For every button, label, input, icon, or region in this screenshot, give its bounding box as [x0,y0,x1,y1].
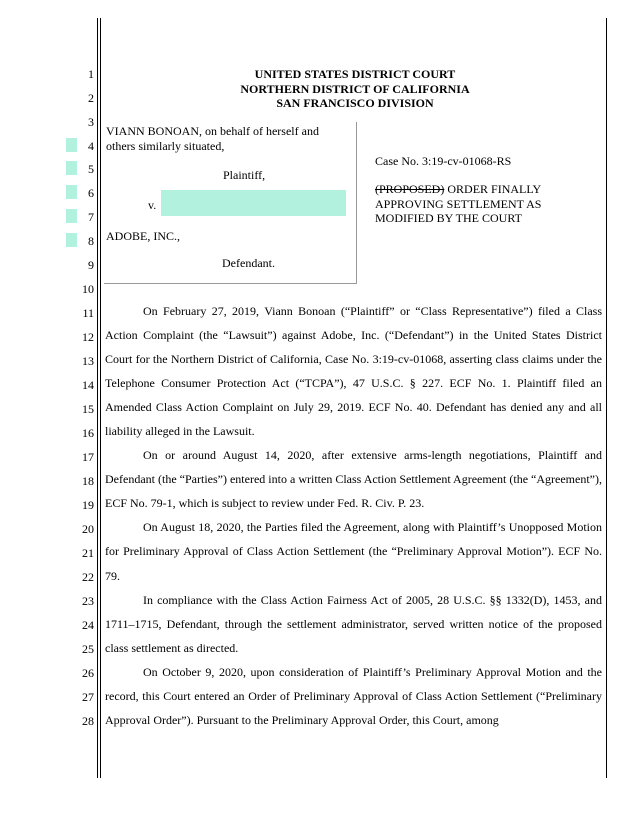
title-line1-rest: ORDER FINALLY [444,182,542,196]
document-title-line2: APPROVING SETTLEMENT AS [375,196,542,211]
line-number: 13 [82,354,94,368]
line-number: 20 [82,522,94,536]
court-district: NORTHERN DISTRICT OF CALIFORNIA [240,81,470,96]
line-number: 17 [82,450,94,464]
line-number: 7 [88,210,94,224]
line-number: 18 [82,474,94,488]
line-number: 19 [82,498,94,512]
line-number: 16 [82,426,94,440]
line-number: 27 [82,690,94,704]
document-title [375,182,541,226]
paragraph-2: On or around August 14, 2020, after extensive arms-length negotiations, Plaintiff and Defendant (the “Parties”) entered into a written Class Action Settlement Agreement (the “Agreement”), ECF No. 79-1, which is subject to review under Fed. R. Civ. P. 23. [105,448,602,511]
line-number: 4 [88,139,94,153]
plaintiff-name-cont: others similarly situated, [106,139,225,153]
line-number: 10 [82,282,94,296]
line-number: 14 [82,378,94,392]
plaintiff-name: VIANN BONOAN, on behalf of herself and [106,124,319,138]
line-number: 1 [88,67,94,81]
right-margin-rule [606,18,607,778]
paragraph-3: On August 18, 2020, the Parties filed the Agreement, along with Plaintiff’s Unopposed Motion for Preliminary Approval of Class Action Settlement (the “Preliminary Approval Motion”). ECF No. 79. [105,520,602,583]
document-title-line3: MODIFIED BY THE COURT [375,211,522,225]
document-title-line1 [375,182,541,197]
versus: v. [148,198,157,212]
line-number: 28 [82,714,94,728]
court-heading [105,67,605,111]
court-name: UNITED STATES DISTRICT COURT [254,67,456,81]
defendant-name: ADOBE, INC., [106,229,180,243]
line-number: 8 [88,234,94,248]
line-number: 9 [88,258,94,272]
line-number: 21 [82,546,94,560]
left-margin-rule [97,18,98,778]
line-number: 24 [82,618,94,632]
defendant-role: Defendant. [222,256,275,270]
paragraph-4: In compliance with the Class Action Fairness Act of 2005, 28 U.S.C. §§ 1332(D), 1453, and 1711–1715, Defendant, through the settlement administrator, served written notice of the proposed class settlement as directed. [105,592,602,655]
order-body [105,299,602,732]
plaintiff-role: Plaintiff, [223,168,266,182]
struck-proposed: (PROPOSED) [375,182,445,196]
line-number: 2 [88,91,94,105]
left-margin-rule-inner [100,18,101,778]
line-number: 3 [88,115,94,129]
redaction-highlight [161,190,346,216]
line-number: 23 [82,594,94,608]
paragraph-1: On February 27, 2019, Viann Bonoan (“Plaintiff” or “Class Representative”) filed a Class Action Complaint (the “Lawsuit”) against Adobe, Inc. (“Defendant”) in the United States District Court for the Northern District of California, Case No. 3:19-cv-01068, asserting class claims under the Telephone Consumer Protection Act (“TCPA”), 47 U.S.C. § 227. ECF No. 1. Plaintiff filed an Amended Class Action Complaint on July 29, 2019. ECF No. 40. Defendant has denied any and all liability alleged in the Lawsuit. [105,304,602,439]
line-number: 26 [82,666,94,680]
case-number: Case No. 3:19-cv-01068-RS [375,154,512,168]
line-number: 12 [82,330,94,344]
paragraph-5: On October 9, 2020, upon consideration of Plaintiff’s Preliminary Approval Motion and the record, this Court entered an Order of Preliminary Approval of Class Action Settlement (“Preliminary Approval Order”). Pursuant to the Preliminary Approval Order, this Court, among [105,664,602,727]
line-number: 22 [82,570,94,584]
line-number: 5 [88,162,94,176]
court-division: SAN FRANCISCO DIVISION [276,96,434,110]
line-number: 6 [88,186,94,200]
line-number: 25 [82,642,94,656]
line-number: 15 [82,402,94,416]
line-number: 11 [82,306,94,320]
